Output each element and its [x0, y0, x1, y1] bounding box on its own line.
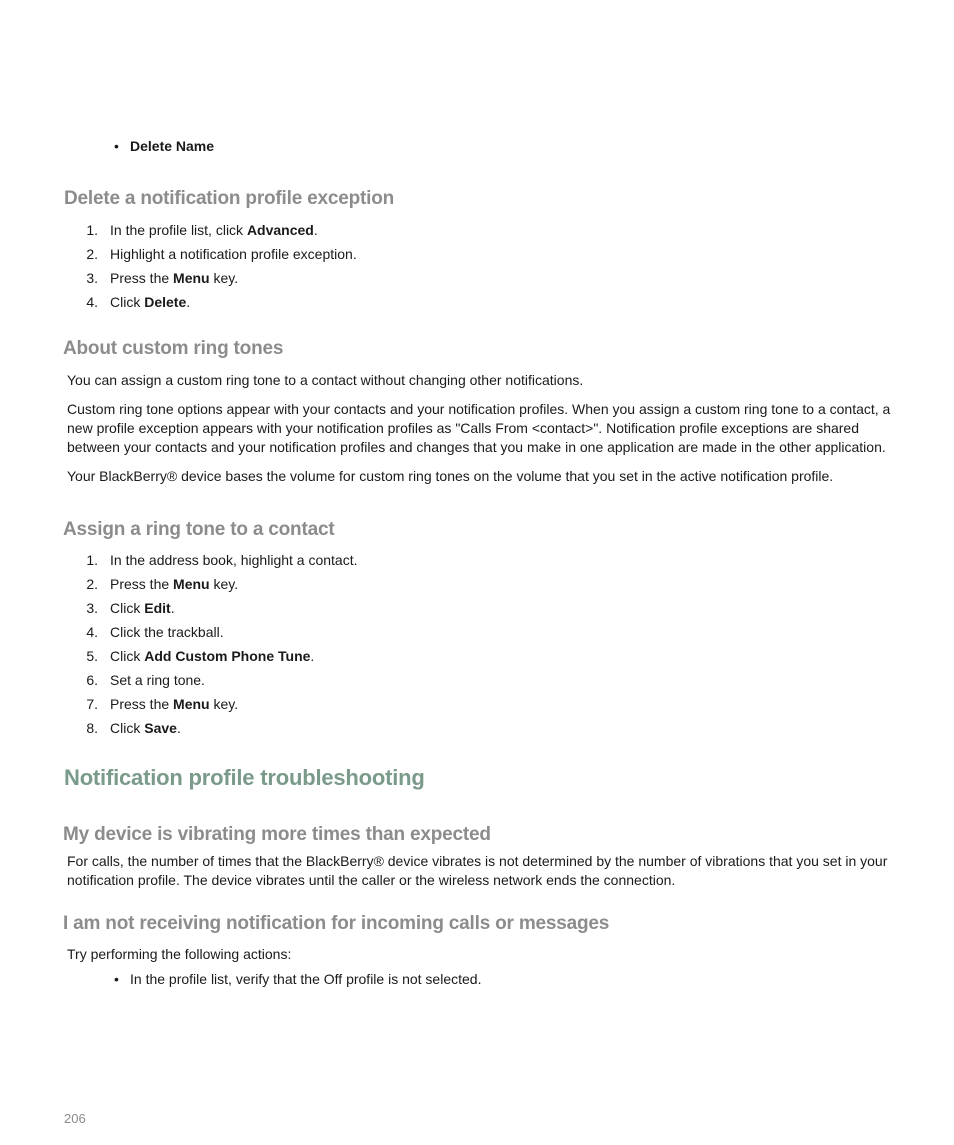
step-item: 4. Click Delete. — [86, 294, 191, 310]
heading-assign-ring-tone: Assign a ring tone to a contact — [63, 519, 335, 540]
step-item: 2. Press the Menu key. — [86, 576, 239, 592]
step-item: 7. Press the Menu key. — [86, 696, 239, 712]
steps-delete-exception — [64, 220, 357, 316]
step-item: 4. Click the trackball. — [86, 624, 224, 640]
step-item: 3. Press the Menu key. — [86, 270, 239, 286]
bullet-marker: • — [114, 971, 119, 987]
step-item: 8. Click Save. — [86, 720, 181, 736]
steps-assign-ring-tone — [64, 550, 358, 742]
paragraph-ringtone-3: Your BlackBerry® device bases the volume for custom ring tones on the volume that you set in the active notification profile. — [67, 468, 834, 484]
step-item: 2. Highlight a notification profile exception. — [86, 246, 357, 262]
heading-custom-ring-tones: About custom ring tones — [63, 338, 284, 359]
delete-name-text: Delete Name — [130, 138, 215, 154]
off-profile-bullet — [114, 969, 481, 989]
step-item: 6. Set a ring tone. — [86, 672, 205, 688]
paragraph-ringtone-2: Custom ring tone options appear with your contacts and your notification profiles. When you assign a custom ring tone to a contact, a new profile exception appears with your notification profiles as "Calls From <contact>". Notification profile exceptions are shared between your contacts and your notification profiles and changes that you make in one application are made in the other application. — [67, 401, 891, 455]
delete-name-bullet — [114, 136, 214, 156]
paragraph-ringtone-1: You can assign a custom ring tone to a contact without changing other notifications. — [67, 372, 584, 388]
heading-vibrating: My device is vibrating more times than expected — [63, 824, 491, 845]
heading-delete-exception: Delete a notification profile exception — [64, 188, 395, 209]
step-item: 1. In the profile list, click Advanced. — [86, 222, 318, 238]
heading-troubleshooting: Notification profile troubleshooting — [64, 765, 425, 790]
page-number: 206 — [64, 1111, 86, 1126]
step-item: 5. Click Add Custom Phone Tune. — [86, 648, 315, 664]
off-profile-text: In the profile list, verify that the Off profile is not selected. — [130, 971, 482, 987]
bullet-marker: • — [114, 138, 119, 154]
paragraph-vibrating: For calls, the number of times that the BlackBerry® device vibrates is not determined by the number of vibrations that you set in your notification profile. The device vibrates until the caller or the wireless network ends the connection. — [67, 853, 888, 888]
heading-not-receiving: I am not receiving notification for incoming calls or messages — [63, 913, 610, 934]
paragraph-try-actions: Try performing the following actions: — [67, 946, 292, 962]
step-item: 1. In the address book, highlight a contact. — [86, 552, 358, 568]
step-item: 3. Click Edit. — [86, 600, 175, 616]
